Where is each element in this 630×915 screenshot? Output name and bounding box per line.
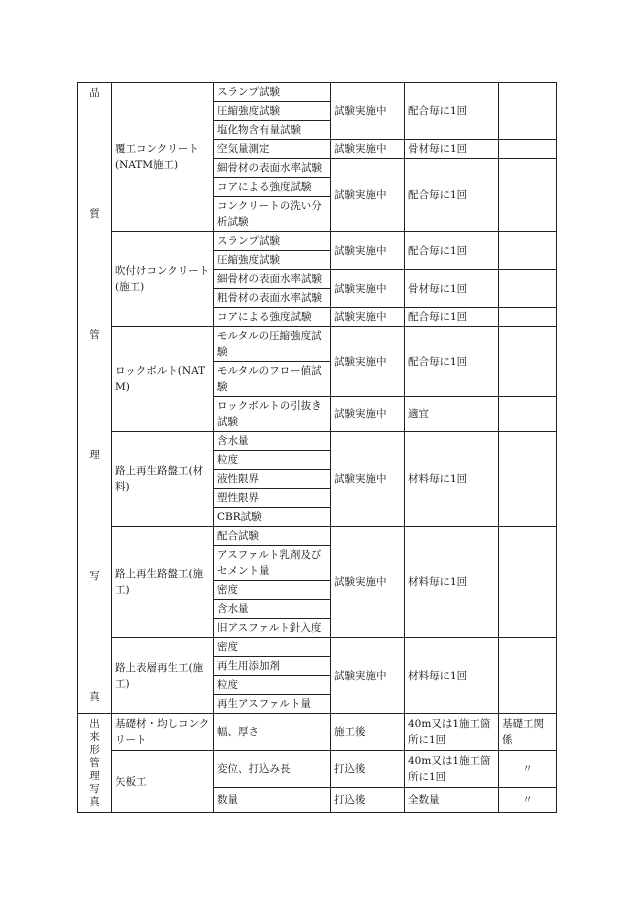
remarks: 基礎工関係 bbox=[499, 714, 557, 751]
work-type: 路上再生路盤工(材料) bbox=[112, 432, 214, 527]
frequency: 40m又は1施工箇所に1回 bbox=[405, 751, 499, 788]
test-item: コンクリートの洗い分析試験 bbox=[214, 197, 331, 232]
work-type: 基礎材・均しコンクリート bbox=[112, 714, 214, 751]
remarks bbox=[499, 270, 557, 308]
section-dekigata-photo bbox=[78, 714, 112, 813]
frequency: 骨材毎に1回 bbox=[405, 140, 499, 159]
section-char: 来 bbox=[89, 730, 100, 743]
remarks bbox=[499, 527, 557, 638]
section-char: 写 bbox=[89, 782, 100, 795]
test-item: 含水量 bbox=[214, 432, 331, 451]
test-item: 粗骨材の表面水率試験 bbox=[214, 289, 331, 308]
timing: 試験実施中 bbox=[331, 159, 405, 232]
timing: 試験実施中 bbox=[331, 327, 405, 397]
work-type: ロックボルト(NATM) bbox=[112, 327, 214, 432]
section-char: 真 bbox=[89, 795, 100, 808]
section-char: 管 bbox=[89, 756, 100, 769]
photo-management-table bbox=[77, 82, 557, 813]
test-item: スランプ試験 bbox=[214, 83, 331, 102]
section-char: 理 bbox=[89, 769, 100, 782]
test-item: 圧縮強度試験 bbox=[214, 102, 331, 121]
test-item: 塑性限界 bbox=[214, 489, 331, 508]
section-char: 質 bbox=[89, 207, 100, 220]
timing: 試験実施中 bbox=[331, 432, 405, 527]
test-item: 再生アスファルト量 bbox=[214, 695, 331, 714]
section-char: 出 bbox=[89, 717, 100, 730]
test-item: アスファルト乳剤及びセメント量 bbox=[214, 546, 331, 581]
frequency: 材料毎に1回 bbox=[405, 527, 499, 638]
timing: 試験実施中 bbox=[331, 270, 405, 308]
test-item: スランプ試験 bbox=[214, 232, 331, 251]
frequency: 配合毎に1回 bbox=[405, 327, 499, 397]
remarks bbox=[499, 308, 557, 327]
section-char: 理 bbox=[89, 449, 100, 462]
section-char: 真 bbox=[89, 690, 100, 703]
work-type: 覆工コンクリート(NATM施工) bbox=[112, 83, 214, 232]
timing: 試験実施中 bbox=[331, 397, 405, 432]
work-type: 路上再生路盤工(施工) bbox=[112, 527, 214, 638]
work-type: 路上表層再生工(施工) bbox=[112, 638, 214, 714]
measure-item: 幅、厚さ bbox=[214, 714, 331, 751]
remarks bbox=[499, 327, 557, 397]
test-item: 密度 bbox=[214, 638, 331, 657]
timing: 試験実施中 bbox=[331, 527, 405, 638]
remarks bbox=[499, 397, 557, 432]
test-item: 圧縮強度試験 bbox=[214, 251, 331, 270]
remarks bbox=[499, 140, 557, 159]
frequency: 材料毎に1回 bbox=[405, 638, 499, 714]
test-item: 密度 bbox=[214, 581, 331, 600]
frequency: 材料毎に1回 bbox=[405, 432, 499, 527]
timing: 施工後 bbox=[331, 714, 405, 751]
measure-item: 変位、打込み長 bbox=[214, 751, 331, 788]
test-item: 液性限界 bbox=[214, 470, 331, 489]
frequency: 配合毎に1回 bbox=[405, 232, 499, 270]
remarks bbox=[499, 159, 557, 232]
remarks bbox=[499, 232, 557, 270]
timing: 試験実施中 bbox=[331, 232, 405, 270]
test-item: 細骨材の表面水率試験 bbox=[214, 270, 331, 289]
work-type: 矢板工 bbox=[112, 751, 214, 813]
timing: 試験実施中 bbox=[331, 83, 405, 140]
timing: 試験実施中 bbox=[331, 308, 405, 327]
section-char: 管 bbox=[89, 328, 100, 341]
section-char: 形 bbox=[89, 743, 100, 756]
test-item: 細骨材の表面水率試験 bbox=[214, 159, 331, 178]
remarks: 〃 bbox=[499, 788, 557, 813]
test-item: 旧アスファルト針入度 bbox=[214, 619, 331, 638]
test-item: モルタルのフロー値試験 bbox=[214, 362, 331, 397]
remarks: 〃 bbox=[499, 751, 557, 788]
remarks bbox=[499, 432, 557, 527]
timing: 打込後 bbox=[331, 751, 405, 788]
remarks bbox=[499, 638, 557, 714]
test-item: 再生用添加剤 bbox=[214, 657, 331, 676]
test-item: コアによる強度試験 bbox=[214, 308, 331, 327]
frequency: 配合毎に1回 bbox=[405, 159, 499, 232]
section-quality-photo bbox=[78, 83, 112, 714]
test-item: 塩化物含有量試験 bbox=[214, 121, 331, 140]
frequency: 全数量 bbox=[405, 788, 499, 813]
work-type: 吹付けコンクリート(施工) bbox=[112, 232, 214, 327]
frequency: 配合毎に1回 bbox=[405, 308, 499, 327]
test-item: 配合試験 bbox=[214, 527, 331, 546]
test-item: ロックボルトの引抜き試験 bbox=[214, 397, 331, 432]
frequency: 配合毎に1回 bbox=[405, 83, 499, 140]
frequency: 40m又は1施工箇所に1回 bbox=[405, 714, 499, 751]
test-item: 含水量 bbox=[214, 600, 331, 619]
section-char: 写 bbox=[89, 570, 100, 583]
timing: 試験実施中 bbox=[331, 140, 405, 159]
test-item: 粒度 bbox=[214, 676, 331, 695]
test-item: 粒度 bbox=[214, 451, 331, 470]
section-char: 品 bbox=[89, 87, 100, 99]
remarks bbox=[499, 83, 557, 140]
frequency: 骨材毎に1回 bbox=[405, 270, 499, 308]
test-item: CBR試験 bbox=[214, 508, 331, 527]
frequency: 適宜 bbox=[405, 397, 499, 432]
measure-item: 数量 bbox=[214, 788, 331, 813]
test-item: 空気量測定 bbox=[214, 140, 331, 159]
timing: 試験実施中 bbox=[331, 638, 405, 714]
test-item: コアによる強度試験 bbox=[214, 178, 331, 197]
test-item: モルタルの圧縮強度試験 bbox=[214, 327, 331, 362]
timing: 打込後 bbox=[331, 788, 405, 813]
